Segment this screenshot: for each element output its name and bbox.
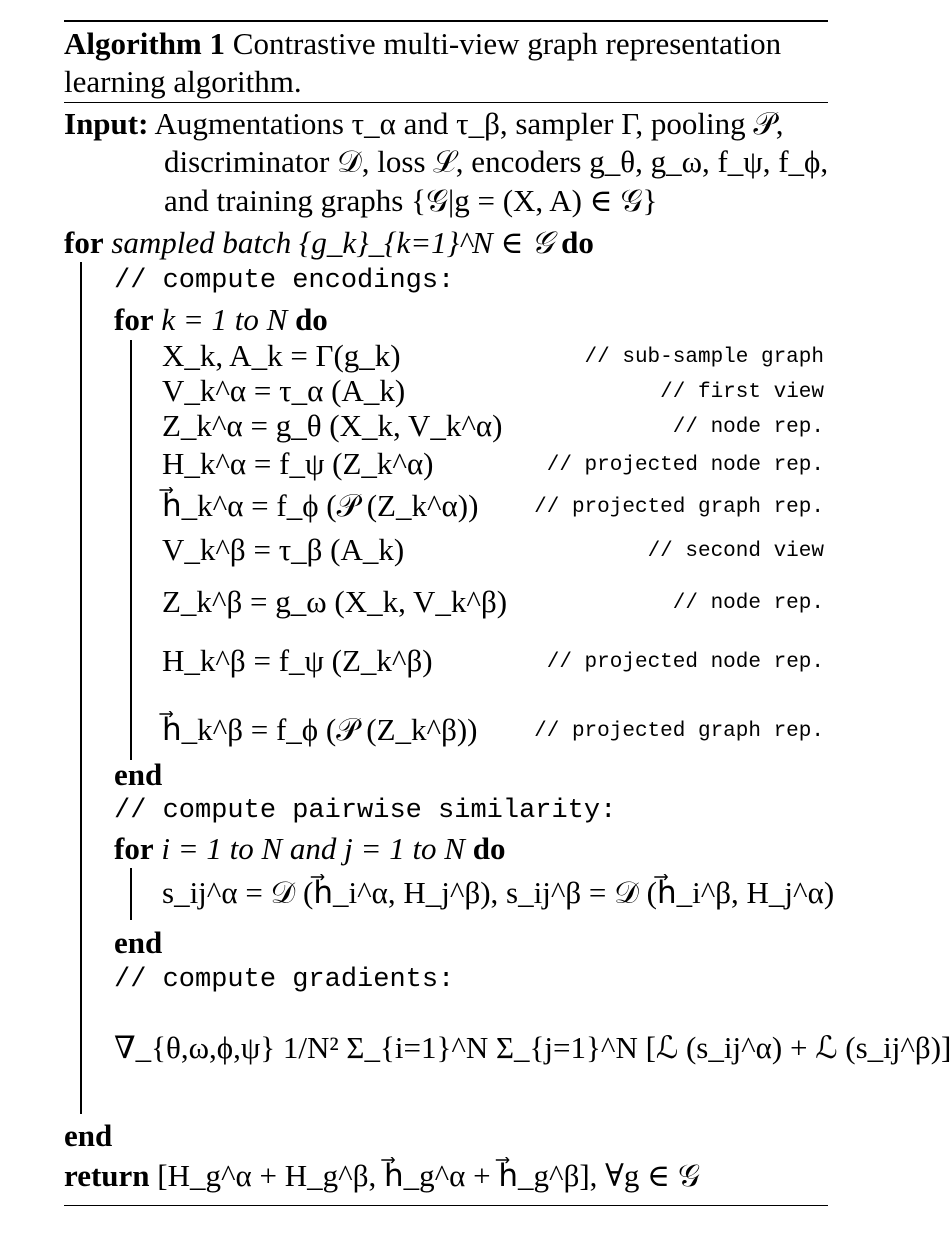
inner-for2-line [114, 831, 506, 867]
algorithm-label: Algorithm 1 [64, 26, 226, 61]
outer-do-keyword: do [561, 225, 594, 260]
step-second-view: V_k^β = τ_β (A_k) [162, 532, 405, 567]
comment-proj-graph-alpha: // projected graph rep. [534, 496, 824, 519]
comment-first-view: // first view [660, 381, 824, 404]
comment-encodings: // compute encodings: [114, 266, 455, 296]
inner-for1-keyword: for [114, 302, 154, 337]
return-line [64, 1158, 700, 1195]
input-line2: discriminator 𝒟, loss ℒ, encoders g_θ, g_ω, f_ψ, f_ϕ, [164, 144, 829, 179]
step-proj-node-alpha: H_k^α = f_ψ (Z_k^α) [162, 446, 434, 481]
inner-end2-keyword: end [114, 925, 163, 960]
input-text-1: Augmentations τ_α and τ_β, sampler Γ, pooling 𝒫, [154, 106, 784, 141]
step-node-rep-alpha: Z_k^α = g_θ (X_k, V_k^α) [162, 408, 503, 443]
inner-end2 [114, 925, 162, 961]
outer-end-keyword: end [64, 1118, 113, 1153]
step-proj-node-beta: H_k^β = f_ψ (Z_k^β) [162, 643, 433, 678]
algorithm-title-line1: Contrastive multi-view graph representation [232, 26, 782, 61]
return-keyword: return [64, 1158, 150, 1193]
inner-loop2-bar [130, 868, 132, 920]
bottom-rule [64, 1205, 828, 1206]
step-gradients: ∇_{θ,ω,ϕ,ψ} 1/N² Σ_{i=1}^N Σ_{j=1}^N [ℒ (s_ij^α) + ℒ (s_ij^β)] [114, 1030, 951, 1065]
inner-for1-condition: k = 1 to N [161, 302, 288, 337]
inner-for1-line [114, 302, 328, 338]
comment-proj-node-alpha: // projected node rep. [546, 454, 824, 477]
step-node-rep-beta: Z_k^β = g_ω (X_k, V_k^β) [162, 584, 508, 619]
comment-gradients: // compute gradients: [114, 965, 455, 995]
inner-end1-keyword: end [114, 757, 163, 792]
comment-similarity: // compute pairwise similarity: [114, 796, 617, 826]
comment-subsample: // sub-sample graph [584, 346, 824, 369]
comment-second-view: // second view [647, 540, 824, 563]
step-proj-graph-beta: h⃗_k^β = f_ϕ (𝒫 (Z_k^β)) [162, 712, 478, 747]
outer-for-line [64, 225, 594, 262]
top-rule [64, 20, 828, 22]
outer-loop-bar [80, 262, 82, 1114]
inner-for2-condition: i = 1 to N and j = 1 to N [161, 831, 465, 866]
header-rule [64, 102, 828, 103]
inner-loop1-bar [130, 340, 132, 760]
comment-node-rep-alpha: // node rep. [672, 416, 824, 439]
inner-do2-keyword: do [472, 831, 506, 866]
return-expr: [H_g^α + H_g^β, h⃗_g^α + h⃗_g^β], ∀g ∈ 𝒢 [157, 1158, 700, 1193]
step-subsample: X_k, A_k = Γ(g_k) [162, 338, 401, 373]
outer-end [64, 1118, 112, 1154]
step-proj-graph-alpha: h⃗_k^α = f_ϕ (𝒫 (Z_k^α)) [162, 488, 479, 523]
step-first-view: V_k^α = τ_α (A_k) [162, 373, 406, 408]
step-similarity: s_ij^α = 𝒟 (h⃗_i^α, H_j^β), s_ij^β = 𝒟 (h⃗_i^β, H_j^α) [162, 875, 835, 910]
input-line1 [64, 106, 784, 143]
algorithm-title-line2: learning algorithm. [64, 64, 302, 99]
input-keyword: Input: [64, 106, 149, 141]
outer-for-keyword: for [64, 225, 104, 260]
inner-for2-keyword: for [114, 831, 154, 866]
comment-proj-graph-beta: // projected graph rep. [534, 720, 824, 743]
comment-proj-node-beta: // projected node rep. [546, 651, 824, 674]
algorithm-caption [64, 26, 781, 62]
inner-end1 [114, 757, 162, 793]
inner-do1-keyword: do [295, 302, 328, 337]
comment-node-rep-beta: // node rep. [672, 592, 824, 615]
outer-for-condition: sampled batch {g_k}_{k=1}^N ∈ 𝒢 [111, 225, 554, 260]
input-line3: and training graphs {𝒢|g = (X, A) ∈ 𝒢} [164, 183, 658, 218]
